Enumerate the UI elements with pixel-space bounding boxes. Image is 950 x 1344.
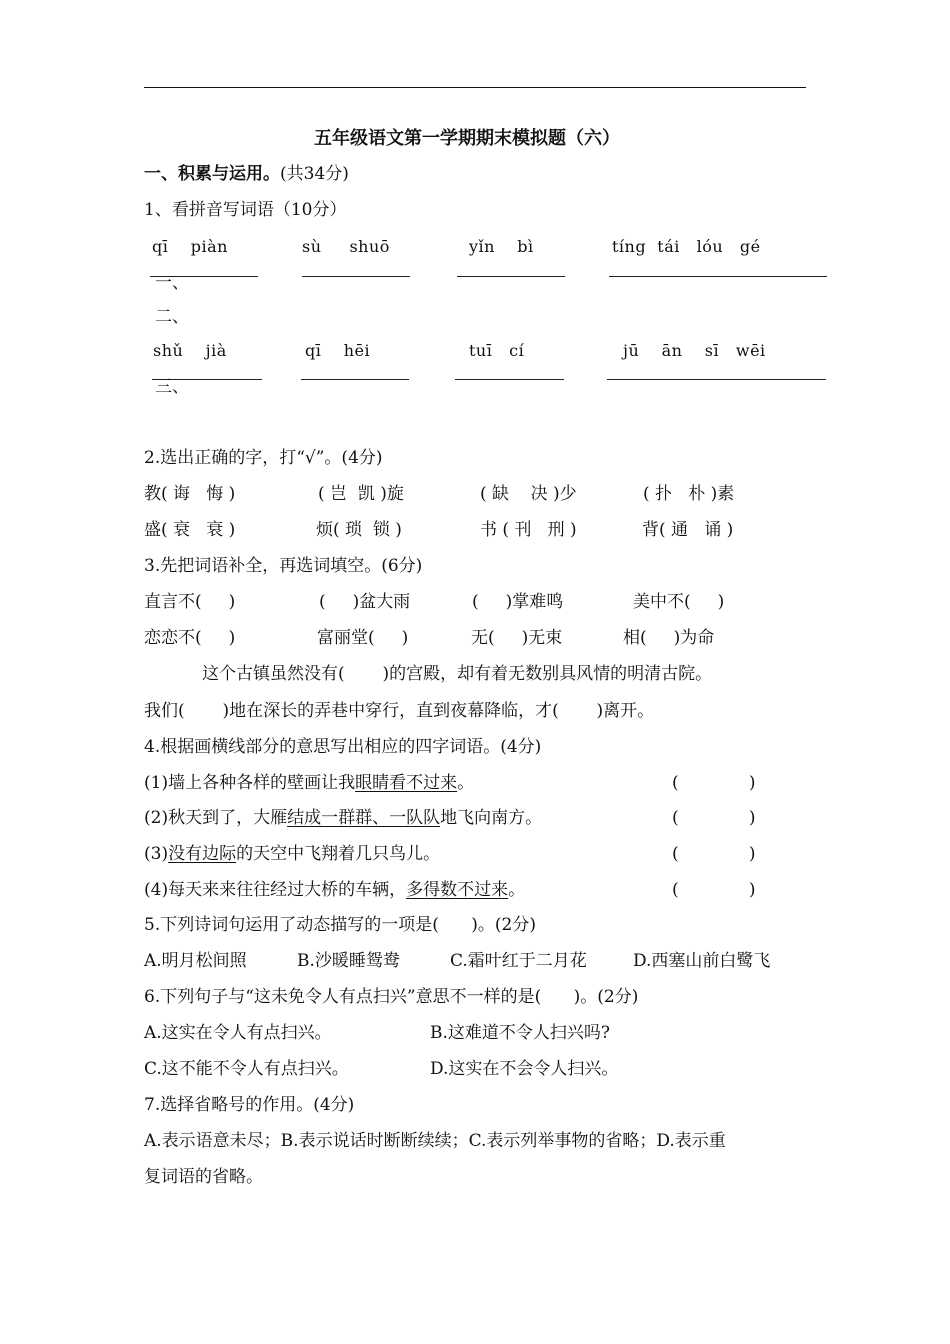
q3-idiom[interactable]: 富丽堂( ) xyxy=(317,628,409,648)
q2-choice[interactable]: 背( 通 诵 ) xyxy=(642,520,734,540)
q4-item-text: 的天空中飞翔着几只鸟儿。 xyxy=(236,844,441,864)
q3-paragraph-2: 我们( )地在深长的弄巷中穿行，直到夜幕降临，才( )离开。 xyxy=(144,701,655,721)
q7-options-line-2: 复词语的省略。 xyxy=(144,1167,263,1187)
q3-idiom[interactable]: 相( )为命 xyxy=(623,628,715,648)
q2-choice[interactable]: 书 ( 刊 刑 ) xyxy=(480,520,577,540)
q4-item-2 xyxy=(144,810,542,827)
q1-pinyin-2: sù shuō xyxy=(302,237,390,256)
q3-idiom[interactable]: 美中不( ) xyxy=(633,592,725,612)
header-rule xyxy=(144,87,806,88)
q2-choice[interactable]: 教( 诲 悔 ) xyxy=(144,484,236,504)
q3-idiom[interactable]: ( )掌难鸣 xyxy=(472,592,564,612)
q1-pinyin-5: shǔ jià xyxy=(153,341,227,360)
q4-item-text: (2)秋天到了，大雁 xyxy=(144,808,288,828)
q1-pinyin-4: tíng tái lóu gé xyxy=(612,237,761,256)
answer-blank[interactable] xyxy=(609,276,827,277)
q1-pinyin-8: jū ān sī wēi xyxy=(623,341,766,360)
marker-3: 三、 xyxy=(155,377,189,397)
q5-option-a[interactable]: A.明月松间照 xyxy=(144,951,247,971)
q6-option-c[interactable]: C.这不能不令人有点扫兴。 xyxy=(144,1059,349,1079)
q3-idiom[interactable]: 无( )无束 xyxy=(471,628,563,648)
answer-paren[interactable]: ( ) xyxy=(672,880,756,900)
page-title: 五年级语文第一学期期末模拟题（六） xyxy=(314,128,620,149)
q5-option-d[interactable]: D.西塞山前白鹭飞 xyxy=(633,951,771,971)
section-1-points: (共34分) xyxy=(280,164,349,184)
q2-choice[interactable]: ( 缺 决 )少 xyxy=(480,484,577,504)
marker-1: 一、 xyxy=(155,273,189,293)
answer-blank[interactable] xyxy=(455,379,564,380)
section-1-heading xyxy=(144,166,349,183)
q2-heading: 2.选出正确的字，打“√”。(4分) xyxy=(144,448,383,468)
q6-option-d[interactable]: D.这实在不会令人扫兴。 xyxy=(430,1059,619,1079)
q1-heading: 1、看拼音写词语（10分） xyxy=(144,200,347,220)
q3-heading: 3.先把词语补全，再选词填空。(6分) xyxy=(144,556,423,576)
q6-option-b[interactable]: B.这难道不令人扫兴吗? xyxy=(430,1023,611,1043)
q4-underlined-phrase: 结成一群群、一队队 xyxy=(287,808,441,828)
q4-item-text: 。 xyxy=(457,773,475,793)
q5-option-c[interactable]: C.霜叶红于二月花 xyxy=(450,951,587,971)
q4-item-text: 地飞向南方。 xyxy=(440,808,543,828)
q2-choice[interactable]: ( 岂 凯 )旋 xyxy=(318,484,404,504)
q4-item-text: (3) xyxy=(144,844,169,864)
answer-paren[interactable]: ( ) xyxy=(672,773,756,793)
q3-idiom[interactable]: 直言不( ) xyxy=(144,592,236,612)
q2-choice[interactable]: 烦( 琐 锁 ) xyxy=(316,520,402,540)
q7-options-line-1: A.表示语意未尽；B.表示说话时断断续续；C.表示列举事物的省略；D.表示重 xyxy=(144,1131,726,1151)
q4-item-text: 。 xyxy=(508,880,526,900)
q4-item-4 xyxy=(144,882,525,899)
q7-heading: 7.选择省略号的作用。(4分) xyxy=(144,1095,355,1115)
answer-paren[interactable]: ( ) xyxy=(672,844,756,864)
q4-item-1 xyxy=(144,775,474,792)
answer-blank[interactable] xyxy=(607,379,826,380)
marker-2: 二、 xyxy=(155,307,189,327)
q5-heading: 5.下列诗词句运用了动态描写的一项是( )。(2分) xyxy=(144,915,536,935)
q2-choice[interactable]: 盛( 衰 衰 ) xyxy=(144,520,236,540)
answer-blank[interactable] xyxy=(301,379,409,380)
q3-paragraph-1: 这个古镇虽然没有( )的宫殿，却有着无数别具风情的明清古院。 xyxy=(202,664,713,684)
q4-underlined-phrase: 没有边际 xyxy=(168,844,237,864)
q5-option-b[interactable]: B.沙暖睡鸳鸯 xyxy=(297,951,400,971)
q1-pinyin-7: tuī cí xyxy=(469,341,525,360)
q4-item-3 xyxy=(144,846,440,863)
q4-item-text: (1)墙上各种各样的壁画让我 xyxy=(144,773,356,793)
q4-item-text: (4)每天来来往往经过大桥的车辆， xyxy=(144,880,407,900)
q4-heading: 4.根据画横线部分的意思写出相应的四字词语。(4分) xyxy=(144,737,542,757)
q6-heading: 6.下列句子与“这未免令人有点扫兴”意思不一样的是( )。(2分) xyxy=(144,987,639,1007)
q4-underlined-phrase: 眼睛看不过来 xyxy=(355,773,458,793)
q1-pinyin-6: qī hēi xyxy=(305,341,371,360)
answer-paren[interactable]: ( ) xyxy=(672,808,756,828)
answer-blank[interactable] xyxy=(302,276,410,277)
section-1-title: 一、积累与运用。 xyxy=(144,164,280,184)
q1-pinyin-3: yǐn bì xyxy=(469,237,534,256)
q4-underlined-phrase: 多得数不过来 xyxy=(406,880,509,900)
q1-pinyin-1: qī piàn xyxy=(152,237,228,256)
q3-idiom[interactable]: 恋恋不( ) xyxy=(144,628,236,648)
q3-idiom[interactable]: ( )盆大雨 xyxy=(319,592,411,612)
q2-choice[interactable]: ( 扑 朴 )素 xyxy=(643,484,735,504)
q6-option-a[interactable]: A.这实在令人有点扫兴。 xyxy=(144,1023,332,1043)
answer-blank[interactable] xyxy=(457,276,565,277)
